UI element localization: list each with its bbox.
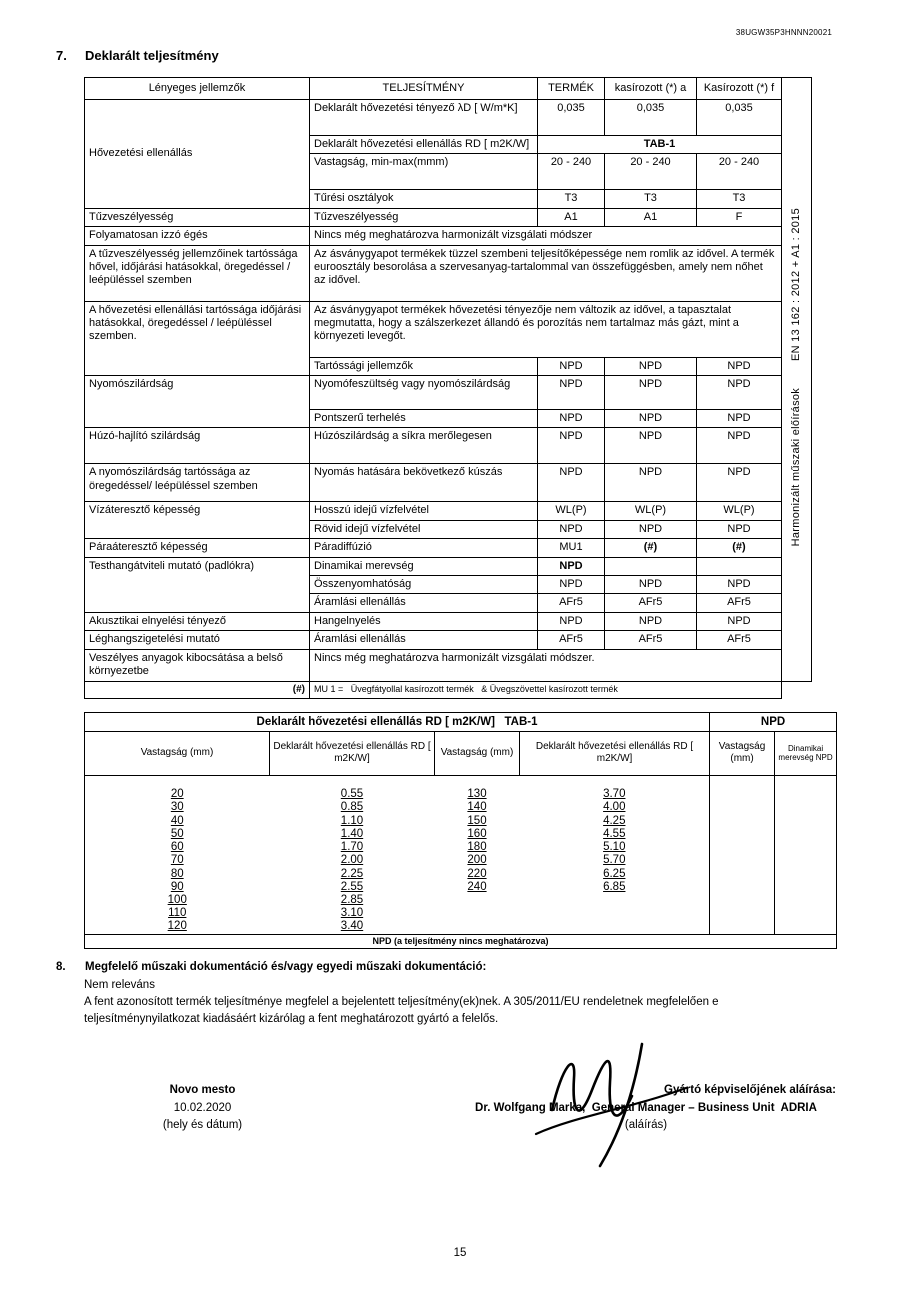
rd-value: 20 — [170, 788, 184, 801]
rd-value: 1.40 — [340, 827, 364, 840]
label-thermal-resistance: Hővezetési ellenállás — [85, 100, 310, 209]
value-tensile-f: NPD — [697, 428, 782, 464]
declared-performance-table — [84, 77, 812, 699]
value-creep-a: NPD — [605, 464, 697, 502]
rd-value: 180 — [467, 841, 487, 854]
rd-row — [85, 881, 837, 894]
signature-area — [84, 1082, 836, 1134]
rd-row — [85, 828, 837, 841]
rd-table-title-row — [85, 712, 837, 731]
rd-value: 80 — [170, 867, 184, 880]
rd-value: 130 — [467, 788, 487, 801]
label-airborne-sound: Léghangszigetelési mutató — [85, 631, 310, 649]
rd-value: 5.70 — [603, 854, 626, 867]
rd-values-table — [84, 712, 837, 949]
label-point-load: Pontszerű terhelés — [310, 410, 538, 428]
text-glowing: Nincs még meghatározva harmonizált vizsgálati módszer — [310, 227, 782, 245]
rd-value: 40 — [170, 814, 184, 827]
label-sound-absorption: Akusztikai elnyelési tényező — [85, 612, 310, 630]
value-rd-tab1: TAB-1 — [538, 136, 782, 154]
label-water-short: Rövid idejű vízfelvétel — [310, 520, 538, 538]
value-durchar-f: NPD — [697, 357, 782, 375]
header-faced-f: Kasírozott (*) f — [697, 78, 782, 100]
rd-value: 50 — [170, 827, 184, 840]
rd-row — [85, 788, 837, 801]
perf-sound-absorption: Hangelnyelés — [310, 612, 538, 630]
rd-value: 6.25 — [603, 867, 626, 880]
rd-value: 2.00 — [340, 854, 364, 867]
rd-value: 4.25 — [603, 814, 626, 827]
value-waterlong-f: WL(P) — [697, 502, 782, 520]
rd-value: 2.85 — [340, 893, 364, 906]
label-glowing: Folyamatosan izzó égés — [85, 227, 310, 245]
rd-row — [85, 868, 837, 881]
value-thickness-f: 20 - 240 — [697, 154, 782, 190]
value-watershort-product: NPD — [538, 520, 605, 538]
section-8 — [56, 959, 836, 1028]
row-thermal-conductivity — [85, 100, 812, 136]
rd-row — [85, 907, 837, 920]
section-7-number: 7. — [56, 48, 67, 63]
value-compress-product: NPD — [538, 576, 605, 594]
cell-empty — [697, 557, 782, 575]
rd-value: 2.25 — [340, 867, 364, 880]
rd-header-rd-2: Deklarált hővezetési ellenállás RD [ m2K/W] — [520, 731, 710, 775]
row-sound-absorption — [85, 612, 812, 630]
label-tolerance: Tűrési osztályok — [310, 190, 538, 208]
table-header-row — [85, 78, 812, 100]
value-thickness-product: 20 - 240 — [538, 154, 605, 190]
rd-value: 160 — [467, 827, 487, 840]
signatory-title: Gyártó képviselőjének aláírása: — [664, 1084, 836, 1097]
value-absorption-product: NPD — [538, 612, 605, 630]
place-date-caption: (hely és dátum) — [162, 1118, 243, 1131]
rd-row — [85, 854, 837, 867]
value-tolerance-f: T3 — [697, 190, 782, 208]
cell-empty — [605, 557, 697, 575]
text-dangerous: Nincs még meghatározva harmonizált vizsgálati módszer. — [310, 649, 782, 681]
value-thickness-a: 20 - 240 — [605, 154, 697, 190]
header-faced-a: kasírozott (*) a — [605, 78, 697, 100]
rd-row — [85, 894, 837, 907]
signature-date: 10.02.2020 — [173, 1101, 232, 1114]
rd-value: 120 — [167, 920, 187, 933]
page-number: 15 — [453, 1247, 467, 1259]
label-fire: Tűzveszélyesség — [85, 208, 310, 226]
page-content — [56, 0, 836, 1134]
row-dangerous-substances — [85, 649, 812, 681]
value-tolerance-a: T3 — [605, 190, 697, 208]
perf-vapour: Páradiffúzió — [310, 539, 538, 557]
value-fire-product: A1 — [538, 208, 605, 226]
text-fire-durability: Az ásványgyapot termékek tüzzel szembeni teljesítőképessége nem romlik az idővel. A termék euroosztály besorolása a szervesanyag-tartalommal van összefüggésben, amely nem nőhet az idővel. — [310, 245, 782, 301]
rd-table-title-npd: NPD — [710, 712, 837, 731]
label-vapour: Páraáteresztő képesség — [85, 539, 310, 557]
rd-value: 1.10 — [340, 814, 364, 827]
perf-fire: Tűzveszélyesség — [310, 208, 538, 226]
label-dynamic-stiffness: Dinamikai merevség — [310, 557, 538, 575]
value-stress-f: NPD — [697, 376, 782, 410]
perf-creep: Nyomás hatására bekövetkező kúszás — [310, 464, 538, 502]
rd-value: 6.85 — [603, 880, 626, 893]
label-tensile: Húzó-hajlító szilárdság — [85, 428, 310, 464]
label-water-long: Hosszú idejű vízfelvétel — [310, 502, 538, 520]
value-lambda-product: 0,035 — [538, 100, 605, 136]
text-thermal-durability: Az ásványgyapot termékek hővezetési tényezője nem változik az idővel, a tapasztalat megmutatta, hogy a szálszerkezet állandó és porozítás nem tartalmaz más gázt, mint a környezeti levegőt. — [310, 301, 782, 357]
value-creep-f: NPD — [697, 464, 782, 502]
value-airborne-f: AFr5 — [697, 631, 782, 649]
value-vapour-product: MU1 — [538, 539, 605, 557]
value-point-product: NPD — [538, 410, 605, 428]
value-lambda-f: 0,035 — [697, 100, 782, 136]
value-airflow1-f: AFr5 — [697, 594, 782, 612]
rd-header-dynamic-stiffness: Dinamikai merevség NPD — [775, 731, 837, 775]
header-performance: TELJESÍTMÉNY — [310, 78, 538, 100]
rd-value: 110 — [168, 907, 187, 920]
rd-value: 3.40 — [340, 920, 364, 933]
rd-value: 70 — [170, 854, 184, 867]
rd-spacer-row — [85, 775, 837, 788]
label-fire-durability: A tűzveszélyesség jellemzőinek tartóssága hővel, időjárási hatásokkal, öregedéssel / leépüléssel szemben — [85, 245, 310, 301]
value-airflow1-product: AFr5 — [538, 594, 605, 612]
signature-image — [524, 1038, 694, 1173]
label-rd: Deklarált hővezetési ellenállás RD [ m2K/W] — [310, 136, 538, 154]
value-airborne-product: AFr5 — [538, 631, 605, 649]
rd-value: 4.00 — [603, 801, 626, 814]
label-airflow-1: Áramlási ellenállás — [310, 594, 538, 612]
section-7-heading — [56, 48, 836, 63]
value-absorption-f: NPD — [697, 612, 782, 630]
rd-row — [85, 801, 837, 814]
row-glowing-combustion — [85, 227, 812, 245]
value-point-f: NPD — [697, 410, 782, 428]
value-tensile-a: NPD — [605, 428, 697, 464]
section-8-number: 8. — [56, 960, 66, 973]
value-fire-f: F — [697, 208, 782, 226]
section-8-line1: Nem releváns — [84, 979, 155, 992]
label-lambda: Deklarált hővezetési tényező λD [ W/m*K] — [310, 100, 538, 136]
value-compress-a: NPD — [605, 576, 697, 594]
label-compressive-durability: A nyomószilárdság tartóssága az öregedéssel/ leépüléssel szemben — [85, 464, 310, 502]
label-thickness: Vastagság, min-max(mmm) — [310, 154, 538, 190]
rd-header-rd-1: Deklarált hővezetési ellenállás RD [ m2K/W] — [270, 731, 435, 775]
rd-value: 200 — [467, 854, 487, 867]
rd-footer-note: NPD (a teljesítmény nincs meghatározva) — [85, 934, 837, 948]
section-8-paragraph: A fent azonosított termék teljesítménye megfelel a bejelentett teljesítmény(ek)nek. A 305/2011/EU rendeletnek megfelelően e teljesítménynyilatkozat kiadásáért kizárólag a fent meghatározott gyártó a felelős. — [84, 995, 719, 1025]
section-8-title: Megfelelő műszaki dokumentáció és/vagy egyedi műszaki dokumentáció: — [85, 960, 487, 973]
harmonised-standard-sidebar — [782, 78, 812, 682]
value-absorption-a: NPD — [605, 612, 697, 630]
label-impact-sound: Testhangátviteli mutató (padlókra) — [85, 557, 310, 612]
place-date-block — [130, 1082, 275, 1134]
rd-row — [85, 920, 837, 934]
label-thermal-durability: A hővezetési ellenállási tartóssága időjárási hatásokkal, öregedéssel / leépüléssel szemben. — [85, 301, 310, 375]
row-fire-durability — [85, 245, 812, 301]
value-airflow1-a: AFr5 — [605, 594, 697, 612]
row-dynamic-stiffness — [85, 557, 812, 575]
label-water-permeability: Vízáteresztő képesség — [85, 502, 310, 539]
row-airborne-sound — [85, 631, 812, 649]
value-point-a: NPD — [605, 410, 697, 428]
value-durchar-a: NPD — [605, 357, 697, 375]
label-compressive-strength: Nyomószilárdság — [85, 376, 310, 428]
value-waterlong-a: WL(P) — [605, 502, 697, 520]
label-compressibility: Összenyomhatóság — [310, 576, 538, 594]
label-dangerous: Veszélyes anyagok kibocsátása a belső környezetbe — [85, 649, 310, 681]
rd-value: 5.10 — [603, 841, 626, 854]
rd-value: 3.10 — [340, 907, 364, 920]
signature-caption: (aláírás) — [624, 1118, 668, 1131]
footnote-text: MU 1 = Üvegfátyollal kasírozott termék & Üvegszövettel kasírozott termék — [310, 681, 782, 698]
row-footnote — [85, 681, 812, 698]
signature-place: Novo mesto — [169, 1084, 236, 1097]
rd-value: 4.55 — [603, 827, 626, 840]
harmonised-standard-text: Harmonizált műszaki előírások EN 13 162 : 2012 + A1 : 2015 — [789, 207, 802, 547]
rd-value: 240 — [467, 880, 487, 893]
row-vapour — [85, 539, 812, 557]
value-watershort-f: NPD — [697, 520, 782, 538]
document-code: 38UGW35P3HNNN20021 — [735, 28, 832, 37]
footnote-marker: (#) — [85, 681, 310, 698]
label-durability-characteristics: Tartóssági jellemzők — [310, 357, 538, 375]
rd-value: 0.85 — [340, 801, 364, 814]
value-creep-product: NPD — [538, 464, 605, 502]
value-watershort-a: NPD — [605, 520, 697, 538]
rd-value: 220 — [467, 867, 487, 880]
section-8-heading — [56, 959, 836, 976]
header-product: TERMÉK — [538, 78, 605, 100]
value-tolerance-product: T3 — [538, 190, 605, 208]
label-compressive-stress: Nyomófeszültség vagy nyomószilárdság — [310, 376, 538, 410]
rd-value: 1.70 — [340, 841, 364, 854]
rd-value: 30 — [170, 801, 184, 814]
rd-value: 3.70 — [603, 788, 626, 801]
value-fire-a: A1 — [605, 208, 697, 226]
value-stress-product: NPD — [538, 376, 605, 410]
value-lambda-a: 0,035 — [605, 100, 697, 136]
value-vapour-f: (#) — [697, 539, 782, 557]
rd-row — [85, 815, 837, 828]
row-thermal-durability — [85, 301, 812, 357]
rd-value: 90 — [170, 880, 184, 893]
rd-value: 2.55 — [340, 880, 364, 893]
rd-table-header-row — [85, 731, 837, 775]
rd-row — [85, 841, 837, 854]
value-vapour-a: (#) — [605, 539, 697, 557]
rd-header-thickness-1: Vastagság (mm) — [85, 731, 270, 775]
rd-value: 100 — [167, 893, 187, 906]
row-tensile — [85, 428, 812, 464]
value-waterlong-product: WL(P) — [538, 502, 605, 520]
row-compressive-durability — [85, 464, 812, 502]
rd-value: 0.55 — [340, 788, 364, 801]
section-7-title: Deklarált teljesítmény — [85, 48, 219, 63]
header-essential-characteristics: Lényeges jellemzők — [85, 78, 310, 100]
rd-table-title: Deklarált hővezetési ellenállás RD [ m2K/W] TAB-1 — [85, 712, 710, 731]
perf-tensile: Húzószilárdság a síkra merőlegesen — [310, 428, 538, 464]
value-airborne-a: AFr5 — [605, 631, 697, 649]
perf-airborne-sound: Áramlási ellenállás — [310, 631, 538, 649]
value-dynamic-product: NPD — [538, 557, 605, 575]
value-stress-a: NPD — [605, 376, 697, 410]
rd-footer-row — [85, 934, 837, 948]
rd-value: 150 — [467, 814, 487, 827]
row-compressive-stress — [85, 376, 812, 410]
row-fire — [85, 208, 812, 226]
rd-value: 60 — [170, 841, 184, 854]
signatory-name: Dr. Wolfgang Marka, General Manager – Business Unit ADRIA — [475, 1101, 817, 1114]
rd-value: 140 — [467, 801, 487, 814]
rd-header-thickness-2: Vastagság (mm) — [435, 731, 520, 775]
rd-header-thickness-3: Vastagság (mm) — [710, 731, 775, 775]
value-compress-f: NPD — [697, 576, 782, 594]
value-durchar-product: NPD — [538, 357, 605, 375]
row-water-long — [85, 502, 812, 520]
value-tensile-product: NPD — [538, 428, 605, 464]
